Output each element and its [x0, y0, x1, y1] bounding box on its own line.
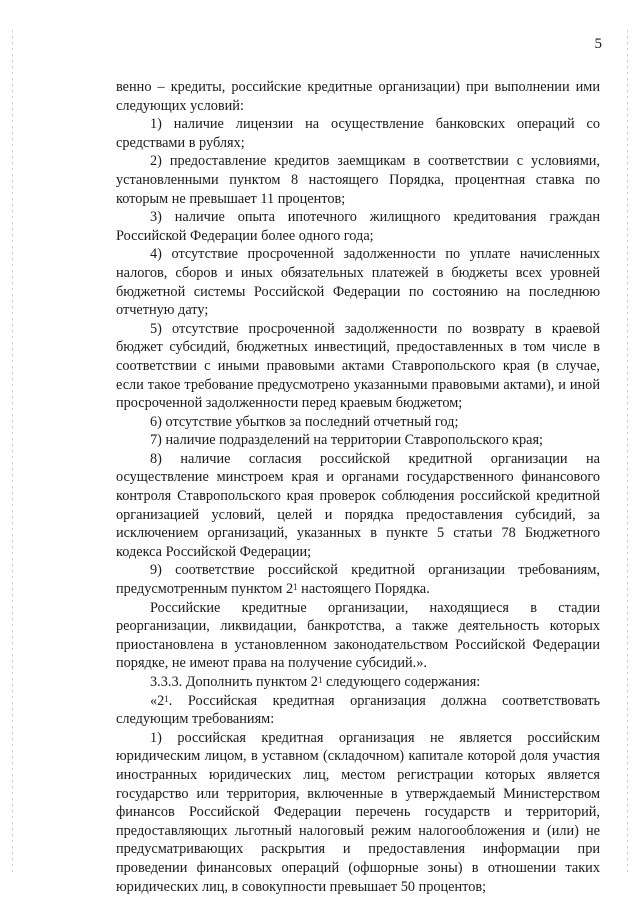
- condition-7: 7) наличие подразделений на территории Ставропольского края;: [150, 432, 544, 449]
- scan-margin-right: [627, 30, 628, 875]
- condition-3: 3) наличие опыта ипотечного жилищного кредитования граждан Российской Федерации более одного года;: [116, 209, 600, 244]
- superscript-marker: 1: [164, 693, 169, 704]
- requirement-1: 1) российская кредитная организация не является российским юридическим лицом, в уставном (складочном) капитале которой доля участия иностранных юридических лиц, местом регистрации которых является государство или территория, включенные в утверждаемый Министерством финансов Российской Федерации перечень государств и территорий, предоставляющих льготный налоговый режим налогообложения и (или) не предусматривающих раскрытия и предоставления информации при проведении финансовых операций (офшорные зоны) в отношении таких юридических лиц, в совокупности превышает 50 процентов;: [116, 729, 600, 895]
- condition-9-text: 9) соответствие российской кредитной организации требованиям, предусмотренным пунктом 2: [116, 562, 600, 598]
- document-body: [116, 78, 600, 896]
- superscript-marker: 1: [317, 675, 323, 685]
- superscript-marker: 1: [293, 582, 298, 593]
- condition-9: [116, 561, 600, 598]
- condition-6: 6) отсутствие убытков за последний отчетный год;: [150, 413, 459, 430]
- clause-2-1-text: . Российская кредитная организация должна соответствовать следующим требованиям:: [116, 692, 600, 728]
- condition-9-tail: настоящего Порядка.: [297, 581, 430, 598]
- condition-1: 1) наличие лицензии на осуществление банковских операций со средствами в рублях;: [116, 116, 600, 151]
- scan-margin-left: [12, 30, 13, 875]
- condition-2: 2) предоставление кредитов заемщикам в соответствии с условиями, установленными пунктом 8 настоящего Порядка, процентная ставка по которым не превышает 11 процентов;: [116, 153, 600, 207]
- clause-2-1: [116, 692, 600, 729]
- reorganization-clause: Российские кредитные организации, находящиеся в стадии реорганизации, ликвидации, банкротства, а также деятельность которых приостановлена в установленном законодательством Российской Федерации порядке, не имеют права на получение субсидий.».: [116, 599, 600, 672]
- amendment-text: 3.3.3. Дополнить пунктом 2: [150, 674, 318, 690]
- condition-8: 8) наличие согласия российской кредитной организации на осуществление минстроем края и органами государственного финансового контроля Ставропольского края проверок соблюдения российской кредитной организацией условий, целей и порядка предоставления субсидий, за исключением организаций, указанных в пункте 5 статьи 78 Бюджетного кодекса Российской Федерации;: [116, 450, 600, 560]
- paragraph-continuation: венно – кредиты, российские кредитные организации) при выполнении ими следующих условий:: [116, 79, 600, 114]
- amendment-3-3-3: [116, 673, 600, 692]
- condition-4: 4) отсутствие просроченной задолженности по уплате начисленных налогов, сборов и иных обязательных платежей в бюджеты всех уровней бюджетной системы Российской Федерации по состоянию на последнюю отчетную дату;: [116, 246, 600, 319]
- page-number: 5: [594, 36, 602, 52]
- condition-5: 5) отсутствие просроченной задолженности по возврату в краевой бюджет субсидий, бюджетных инвестиций, предоставленных в том числе в соответствии с иными правовыми актами Ставропольского края (в случае, если такое требование предусмотрено указанными правовыми актами), и иной просроченной задолженности перед краевым бюджетом;: [116, 320, 600, 412]
- clause-2-1-number: «2: [150, 692, 165, 709]
- amendment-tail: следующего содержания:: [322, 674, 481, 690]
